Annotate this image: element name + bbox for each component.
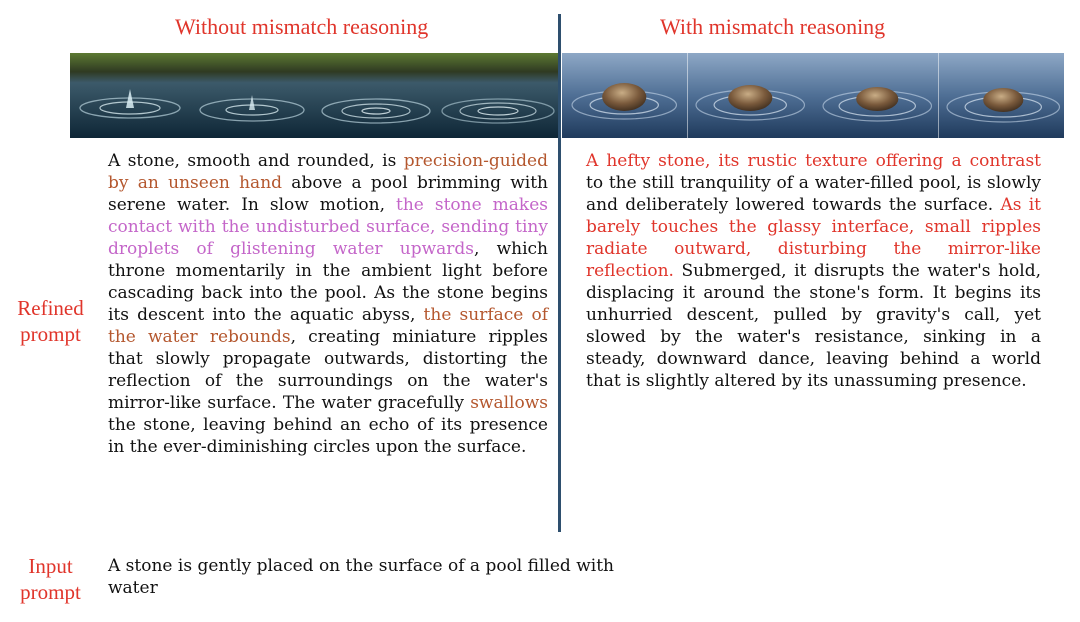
text-segment: the stone, leaving behind an echo of its presence in the ever-diminishing circles upon the surface. [108, 415, 548, 457]
highlight-segment: As it barely touches the glassy interface, small ripples radiate outward, disturbing the mirror-like reflection. [586, 195, 1041, 281]
stone-ripple-frame-3 [813, 53, 939, 138]
text-segment: Submerged, it disrupts the water's hold, displacing it around the stone's form. It begins its unhurried descent, pulled by gravity's call, yet slowed by the water's resistance, sinking in a steady, downward dance, leaving behind a world that is slightly altered by its unassuming presence. [586, 261, 1041, 391]
text-segment: A stone, smooth and rounded, is [108, 151, 404, 171]
highlight-segment: the stone makes contact with the undisturbed surface, sending tiny droplets of glistening water upwards [108, 195, 548, 259]
column-divider [558, 14, 561, 532]
left-image-strip [70, 53, 558, 138]
text-segment: , creating miniature ripples that slowly propagate outwards, distorting the reflection of the surroundings on the water's mirror-like surface. The water gracefully [108, 327, 548, 413]
stone-ripple-frame-4 [939, 53, 1065, 138]
text-segment: to the still tranquility of a water-filled pool, is slowly and deliberately lowered towards the surface. [586, 173, 1041, 215]
highlight-segment: the surface of the water rebounds [108, 305, 549, 347]
right-refined-prompt-text [586, 150, 1041, 392]
text-segment: above a pool brimming with serene water. In slow motion, [108, 173, 548, 215]
droplet-splash-frame-1 [70, 53, 192, 138]
droplet-splash-frame-4 [436, 53, 558, 138]
right-image-strip [562, 53, 1064, 138]
left-column-heading: Without mismatch reasoning [175, 14, 429, 39]
highlight-segment: swallows [470, 393, 548, 413]
highlight-segment: precision-guided by an unseen hand [108, 151, 548, 193]
right-column-heading: With mismatch reasoning [660, 14, 886, 39]
stone-ripple-frame-2 [688, 53, 814, 138]
refined-prompt-label: Refined prompt [17, 296, 84, 346]
highlight-segment: A hefty stone, its rustic texture offering a contrast [586, 151, 1041, 171]
left-refined-prompt-text [108, 150, 548, 458]
stone-ripple-frame-1 [562, 53, 688, 138]
input-prompt-text: A stone is gently placed on the surface of a pool filled with water [108, 556, 614, 598]
text-segment: , which throne momentarily in the ambient light before cascading back into the pool. As the stone begins its descent into the aquatic abyss, [108, 239, 548, 325]
input-prompt-label: Input prompt [20, 554, 81, 604]
droplet-splash-frame-3 [314, 53, 436, 138]
droplet-splash-frame-2 [192, 53, 314, 138]
